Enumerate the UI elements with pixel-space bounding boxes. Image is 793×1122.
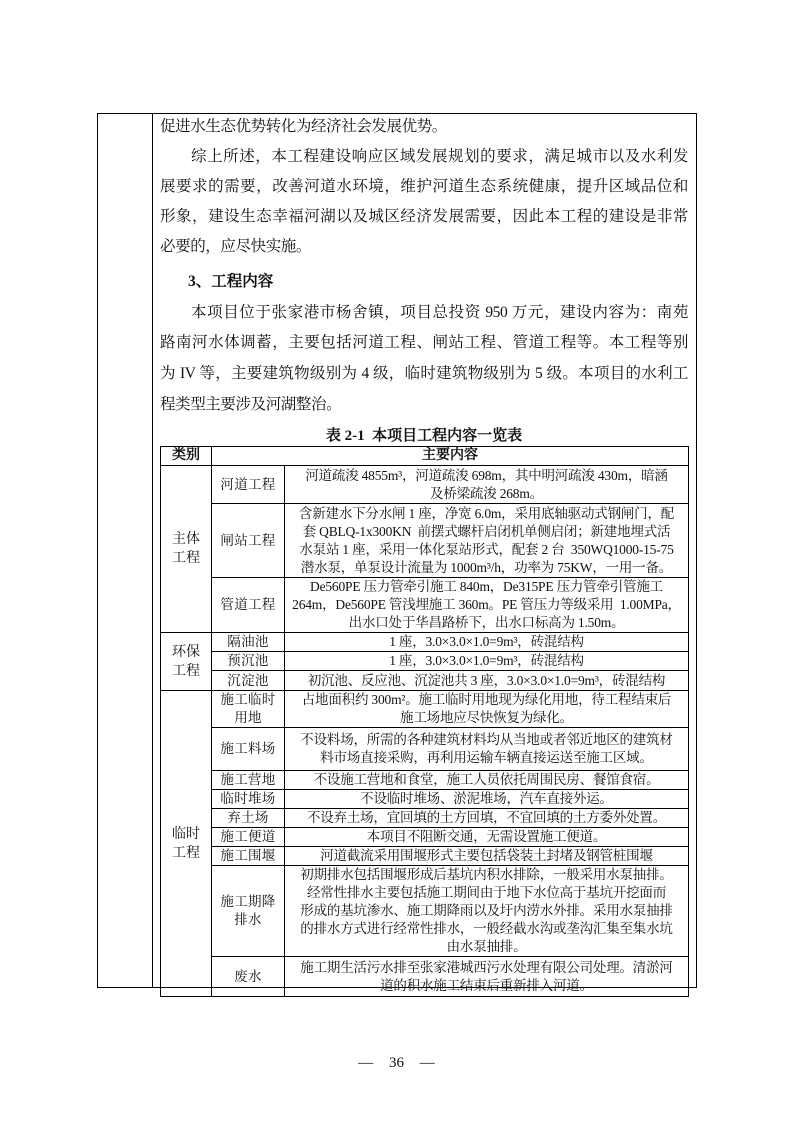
- table-row: [161, 809, 689, 828]
- section-heading: 3、工程内容: [188, 273, 274, 290]
- content-cell: 不设施工营地和食堂，施工人员依托周围民房、餐馆食宿。: [285, 771, 689, 790]
- content-cell: 不设弃土场，宜回填的土方回填，不宜回填的土方委外处置。: [285, 809, 689, 828]
- summary-paragraph-line: 展要求的需要，改善河道水环境，维护河道生态系统健康，提升区域品位和: [160, 178, 688, 195]
- summary-paragraph-line: 形象，建设生态幸福河湖以及城区经济发展需要，因此本工程的建设是非常: [160, 208, 688, 225]
- table-row: [161, 790, 689, 809]
- category-cell: 环保 工程: [161, 633, 212, 691]
- content-cell: 初期排水包括围堰形成后基坑内积水排除，一般采用水泵抽排。 经常性排水主要包括施工期间由于地下水位高于基坑开挖面而 形成的基坑渗水、施工期降雨以及圩内涝水外排。采用水泵抽排 的排水方式进行经常性排水，一般经截水沟或垄沟汇集至集水坑 由水泵抽排。: [285, 866, 689, 957]
- item-cell: 闸站工程: [212, 504, 285, 578]
- content-cell: 河道截流采用围堰形式主要包括袋装土封堵及钢管桩围堰: [285, 847, 689, 866]
- item-cell: 施工期降 排水: [212, 866, 285, 957]
- table-header-row: [161, 447, 689, 466]
- content-cell: 本项目不阻断交通，无需设置施工便道。: [285, 828, 689, 847]
- table-row: [161, 957, 689, 997]
- item-cell: 管道工程: [212, 578, 285, 633]
- table-row: [161, 866, 689, 957]
- project-paragraph-line: 本项目位于张家港市杨舍镇，项目总投资 950 万元，建设内容为：南苑: [191, 304, 688, 321]
- table-row: [161, 691, 689, 728]
- project-paragraph-line: 为 IV 等，主要建筑物级别为 4 级，临时建筑物级别为 5 级。本项目的水利工: [160, 365, 688, 382]
- content-cell: 1 座，3.0×3.0×1.0=9m³，砖混结构: [285, 633, 689, 652]
- summary-paragraph-line: 必要的，应尽快实施。: [160, 238, 312, 255]
- header-category: 类别: [161, 447, 212, 466]
- item-cell: 沉淀池: [212, 671, 285, 691]
- content-cell: 1 座，3.0×3.0×1.0=9m³，砖混结构: [285, 652, 689, 671]
- project-paragraph-line: 程类型主要涉及河湖整治。: [160, 396, 342, 413]
- item-cell: 临时堆场: [212, 790, 285, 809]
- table-caption: 表 2-1 本项目工程内容一览表: [325, 428, 523, 444]
- summary-paragraph-line: 综上所述，本工程建设响应区域发展规划的要求，满足城市以及水利发: [191, 148, 688, 165]
- category-cell: 主体 工程: [161, 466, 212, 633]
- item-cell: 施工围堰: [212, 847, 285, 866]
- category-cell: 临时 工程: [161, 691, 212, 997]
- item-cell: 隔油池: [212, 633, 285, 652]
- item-cell: 施工临时 用地: [212, 691, 285, 728]
- table-row: [161, 633, 689, 652]
- table-row: [161, 578, 689, 633]
- item-cell: 施工料场: [212, 728, 285, 771]
- project-paragraph-line: 路南河水体调蓄，主要包括河道工程、闸站工程、管道工程等。本工程等别: [160, 334, 688, 351]
- table-row: [161, 652, 689, 671]
- content-cell: 不设料场，所需的各种建筑材料均从当地或者邻近地区的建筑材 料市场直接采购，再利用运输车辆直接运送至施工区域。: [285, 728, 689, 771]
- item-cell: 弃土场: [212, 809, 285, 828]
- content-cell: De560PE 压力管牵引施工 840m，De315PE 压力管牵引管施工 264m，De560PE 管浅埋施工 360m。PE 管压力等级采用 1.00MPa， 出水口处于华昌路桥下，出水口标高为 1.50m。: [285, 578, 689, 633]
- table-row: [161, 671, 689, 691]
- project-content-table: [160, 446, 689, 997]
- content-cell: 占地面积约 300m²。施工临时用地现为绿化用地，待工程结束后 施工场地应尽快恢复为绿化。: [285, 691, 689, 728]
- frame-column-divider: [152, 113, 153, 988]
- content-cell: 含新建水下分水闸 1 座，净宽 6.0m，采用底轴驱动式钢闸门，配 套 QBLQ-1x300KN 前摆式螺杆启闭机单侧启闭；新建地埋式活 水泵站 1 座，采用一体化泵站形式，配套 2 台 350WQ1000-15-75 潜水泵，单泵设计流量为 1000m³/h，功率为 75KW，一用一备。: [285, 504, 689, 578]
- item-cell: 预沉池: [212, 652, 285, 671]
- table-row: [161, 828, 689, 847]
- table-row: [161, 847, 689, 866]
- table-row: [161, 504, 689, 578]
- header-main-content: 主要内容: [212, 447, 689, 466]
- item-cell: 施工便道: [212, 828, 285, 847]
- item-cell: 河道工程: [212, 466, 285, 504]
- item-cell: 废水: [212, 957, 285, 997]
- content-cell: 施工期生活污水排至张家港城西污水处理有限公司处理。清淤河 道的积水施工结束后重新排入河道。: [285, 957, 689, 997]
- table-row: [161, 466, 689, 504]
- content-cell: 初沉池、反应池、沉淀池共 3 座，3.0×3.0×1.0=9m³，砖混结构: [285, 671, 689, 691]
- table-row: [161, 728, 689, 771]
- content-cell: 不设临时堆场、淤泥堆场，汽车直接外运。: [285, 790, 689, 809]
- content-cell: 河道疏浚 4855m³，河道疏浚 698m，其中明河疏浚 430m，暗涵 及桥梁疏浚 268m。: [285, 466, 689, 504]
- paragraph-continuation-line: 促进水生态优势转化为经济社会发展优势。: [160, 118, 447, 135]
- table-row: [161, 771, 689, 790]
- page-number: — 36 —: [358, 1055, 435, 1071]
- item-cell: 施工营地: [212, 771, 285, 790]
